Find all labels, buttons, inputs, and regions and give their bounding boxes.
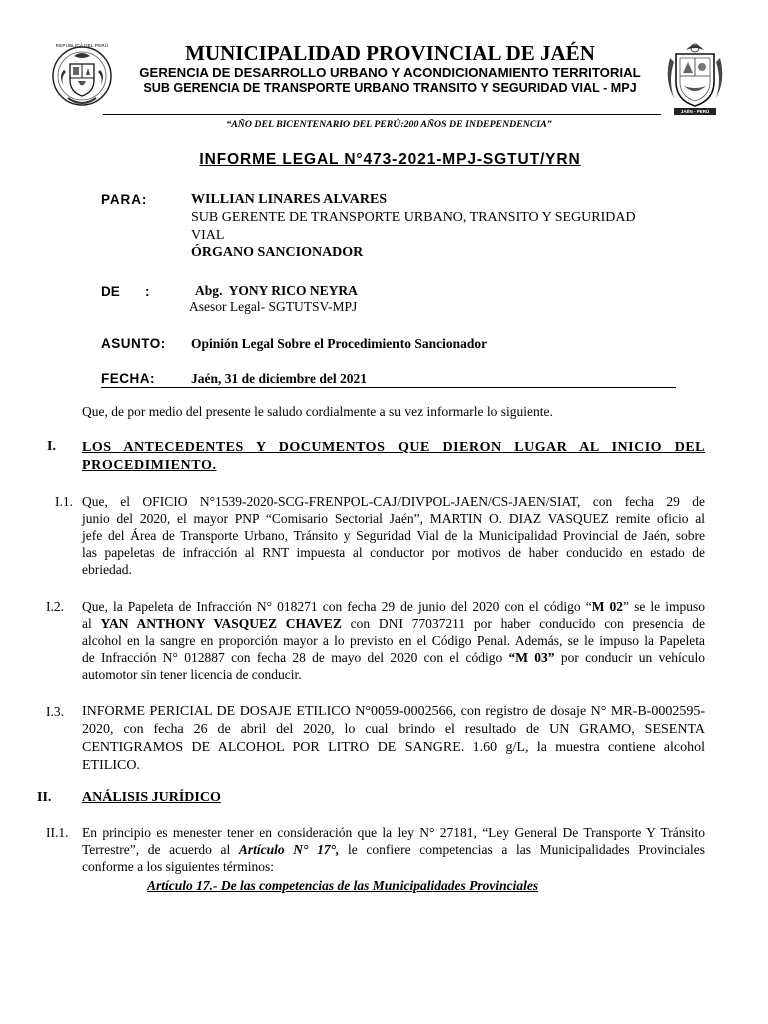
left-seal-text: REPÚBLICA DEL PERÚ xyxy=(55,43,109,48)
memo-rule xyxy=(101,387,676,388)
fecha-value: Jaén, 31 de diciembre del 2021 xyxy=(191,371,367,386)
asunto-label: ASUNTO: xyxy=(101,336,166,351)
de-sender-role: Asesor Legal- SGTUTSV-MPJ xyxy=(189,299,358,314)
right-seal-text: JAÉN - PERÚ xyxy=(680,109,710,114)
item-1-2-paragraph: Que, la Papeleta de Infracción N° 018271 con fecha 29 de junio del 2020 con el código “M 02” se le impuso al YAN ANTHONY VASQUEZ CHAVEZ con DNI 77037211 por haber conducido con presencia de alcohol en la sangre en proporción mayor a lo previsto en el Código Penal. Además, se le impuso la Papeleta de Infracción N° 012887 con fecha 28 de mayo del 2020 con el código “M 03” por conducir un vehículo automotor sin tener licencia de conducir. xyxy=(82,599,705,682)
de-label: DE xyxy=(101,284,120,299)
report-title: INFORME LEGAL N°473-2021-MPJ-SGTUT/YRN xyxy=(199,151,581,168)
para-label: PARA: xyxy=(101,192,148,207)
item-1-1-number: I.1. xyxy=(55,494,73,509)
para-recipient-office: ÓRGANO SANCIONADOR xyxy=(191,245,364,260)
section-2-title: ANÁLISIS JURÍDICO xyxy=(82,790,221,805)
item-1-1-paragraph: Que, el OFICIO N°1539-2020-SCG-FRENPOL-CAJ/DIVPOL-JAEN/CS-JAEN/SIAT, con fecha 29 de junio del 2020, el mayor PNP “Comisario Sectorial Jaén”, MARTIN O. DIAZ VASQUEZ remite oficio al jefe del Área de Transporte Urbano, Tránsito y Seguridad Vial de la Municipalidad Provincial de Jaén, sobre las papeletas de infracción al RNT impuesta al conductor por motivos de haber conducido en estado de ebriedad. xyxy=(82,494,705,577)
header-department-line: GERENCIA DE DESARROLLO URBANO Y ACONDICIONAMIENTO TERRITORIAL xyxy=(139,65,641,80)
fecha-label: FECHA: xyxy=(101,371,155,386)
para-recipient-role: SUB GERENTE DE TRANSPORTE URBANO, TRANSITO Y SEGURIDAD xyxy=(191,210,636,225)
article-17-heading: Artículo 17.- De las competencias de las Municipalidades Provinciales xyxy=(147,878,539,893)
para-recipient-name: WILLIAN LINARES ALVARES xyxy=(191,192,388,207)
header-rule xyxy=(103,114,661,115)
year-motto: “AÑO DEL BICENTENARIO DEL PERÚ:200 AÑOS DE INDEPENDENCIA” xyxy=(226,119,552,130)
item-1-3-paragraph: INFORME PERICIAL DE DOSAJE ETILICO N°0059-0002566, con registro de dosaje N° MR-B-0002595- 2020, con fecha 26 de abril del 2020, lo cual brindo el resultado de UN GRAMO, SESENTA CENTIGRAMOS DE ALCOHOL POR LITRO DE SANGRE. 1.60 g/L, la muestra contiene alcohol ETILICO. xyxy=(82,704,705,773)
item-1-3-number: I.3. xyxy=(46,704,64,719)
intro-paragraph: Que, de por medio del presente le saludo cordialmente a su vez informarle lo siguiente. xyxy=(82,404,553,419)
item-2-1-paragraph: En principio es menester tener en consideración que la ley N° 27181, “Ley General De Transporte Y Tránsito Terrestre”, de acuerdo al Artículo N° 17°, le confiere competencias a las Municipalidades Provinciales conforme a los siguientes términos: xyxy=(82,825,705,874)
section-1-title-line: LOS ANTECEDENTES Y DOCUMENTOS QUE DIERON LUGAR AL INICIO DEL xyxy=(82,440,705,455)
section-1-number: I. xyxy=(47,439,56,454)
item-1-2-number: I.2. xyxy=(46,599,64,614)
municipality-title: MUNICIPALIDAD PROVINCIAL DE JAÉN xyxy=(185,41,595,65)
item-2-1-number: II.1. xyxy=(46,825,69,840)
de-colon: : xyxy=(145,284,150,299)
section-1-title xyxy=(82,439,705,475)
section-2-number: II. xyxy=(37,790,52,805)
asunto-value: Opinión Legal Sobre el Procedimiento Sancionador xyxy=(191,336,488,351)
section-1-title-line-2: PROCEDIMIENTO. xyxy=(82,458,217,473)
de-sender-name: Abg. YONY RICO NEYRA xyxy=(195,283,358,298)
para-recipient-role-cont: VIAL xyxy=(191,228,225,243)
header-subdepartment-line: SUB GERENCIA DE TRANSPORTE URBANO TRANSITO Y SEGURIDAD VIAL - MPJ xyxy=(143,81,637,95)
